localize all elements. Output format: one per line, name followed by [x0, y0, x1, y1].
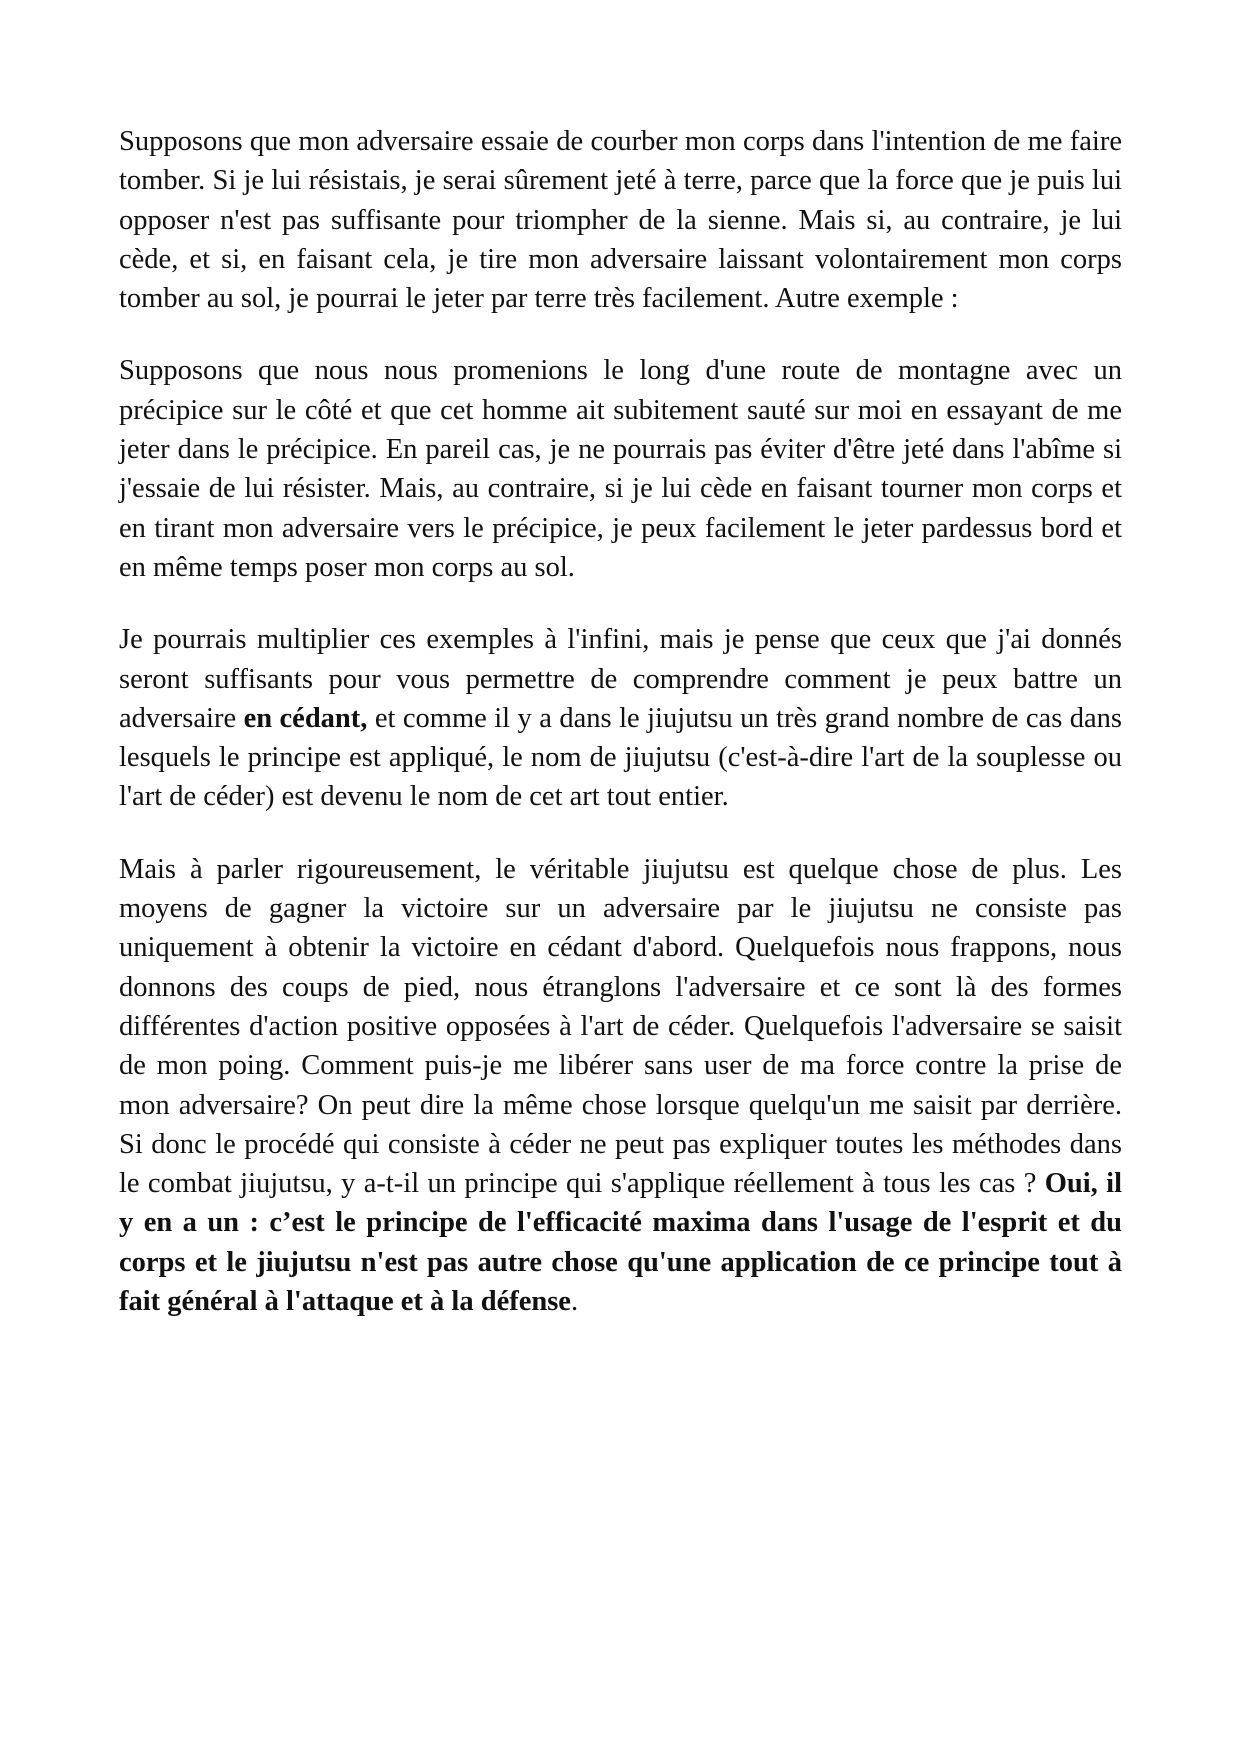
paragraph-1: Supposons que mon adversaire essaie de courber mon corps dans l'intention de me faire tomber. Si je lui résistais, je serai sûrement jeté à terre, parce que la force que je puis lui opposer n'est pas suffisante pour triompher de la sienne. Mais si, au contraire, je lui cède, et si, en faisant cela, je tire mon adversaire laissant volontairement mon corps tomber au sol, je pourrai le jeter par terre très facilement. Autre exemple : — [119, 126, 1122, 315]
document-page — [119, 122, 1122, 1321]
paragraph-4 — [119, 850, 1122, 1322]
paragraph-3 — [119, 620, 1122, 816]
paragraph-3-bold-text: en cédant, — [243, 702, 368, 734]
paragraph-4-text-after: . — [570, 1286, 579, 1318]
paragraph-2: Supposons que nous nous promenions le long d'une route de montagne avec un précipice sur le côté et que cet homme ait subitement sauté sur moi en essayant de me jeter dans le précipice. En pareil cas, je ne pourrais pas éviter d'être jeté dans l'abîme si j'essaie de lui résister. Mais, au contraire, si je lui cède en faisant tourner mon corps et en tirant mon adversaire vers le précipice, je peux facilement le jeter pardessus bord et en même temps poser mon corps au sol. — [119, 355, 1122, 583]
paragraph-3-text-after: et comme il y a dans le jiujutsu un très grand nombre de cas dans lesquels le principe est appliqué, le nom de jiujutsu (c'est-à-dire l'art de la souplesse ou l'art de céder) est devenu le nom de cet art tout entier. — [119, 702, 1122, 813]
paragraph-4-bold-text: Oui, il y en a un : c’est le principe de l'efficacité maxima dans l'usage de l'esprit et du corps et le jiujutsu n'est pas autre chose qu'une application de ce principe tout à fait général à l'attaque et à la défense — [119, 1168, 1122, 1318]
paragraph-3-text-before: Je pourrais multiplier ces exemples à l'infini, mais je pense que ceux que j'ai donnés seront suffisants pour vous permettre de comprendre comment je peux battre un adversaire — [119, 624, 1122, 734]
paragraph-4-text-before: Mais à parler rigoureusement, le véritable jiujutsu est quelque chose de plus. Les moyens de gagner la victoire sur un adversaire par le jiujutsu ne consiste pas uniquement à obtenir la victoire en cédant d'abord. Quelquefois nous frappons, nous donnons des coups de pied, nous étranglons l'adversaire et ce sont là des formes différentes d'action positive opposées à l'art de céder. Quelquefois l'adversaire se saisit de mon poing. Comment puis-je me libérer sans user de ma force contre la prise de mon adversaire? On peut dire la même chose lorsque quelqu'un me saisit par derrière. Si donc le procédé qui consiste à céder ne peut pas expliquer toutes les méthodes dans le combat jiujutsu, y a-t-il un principe qui s'applique réellement à tous les cas ? — [119, 853, 1122, 1200]
